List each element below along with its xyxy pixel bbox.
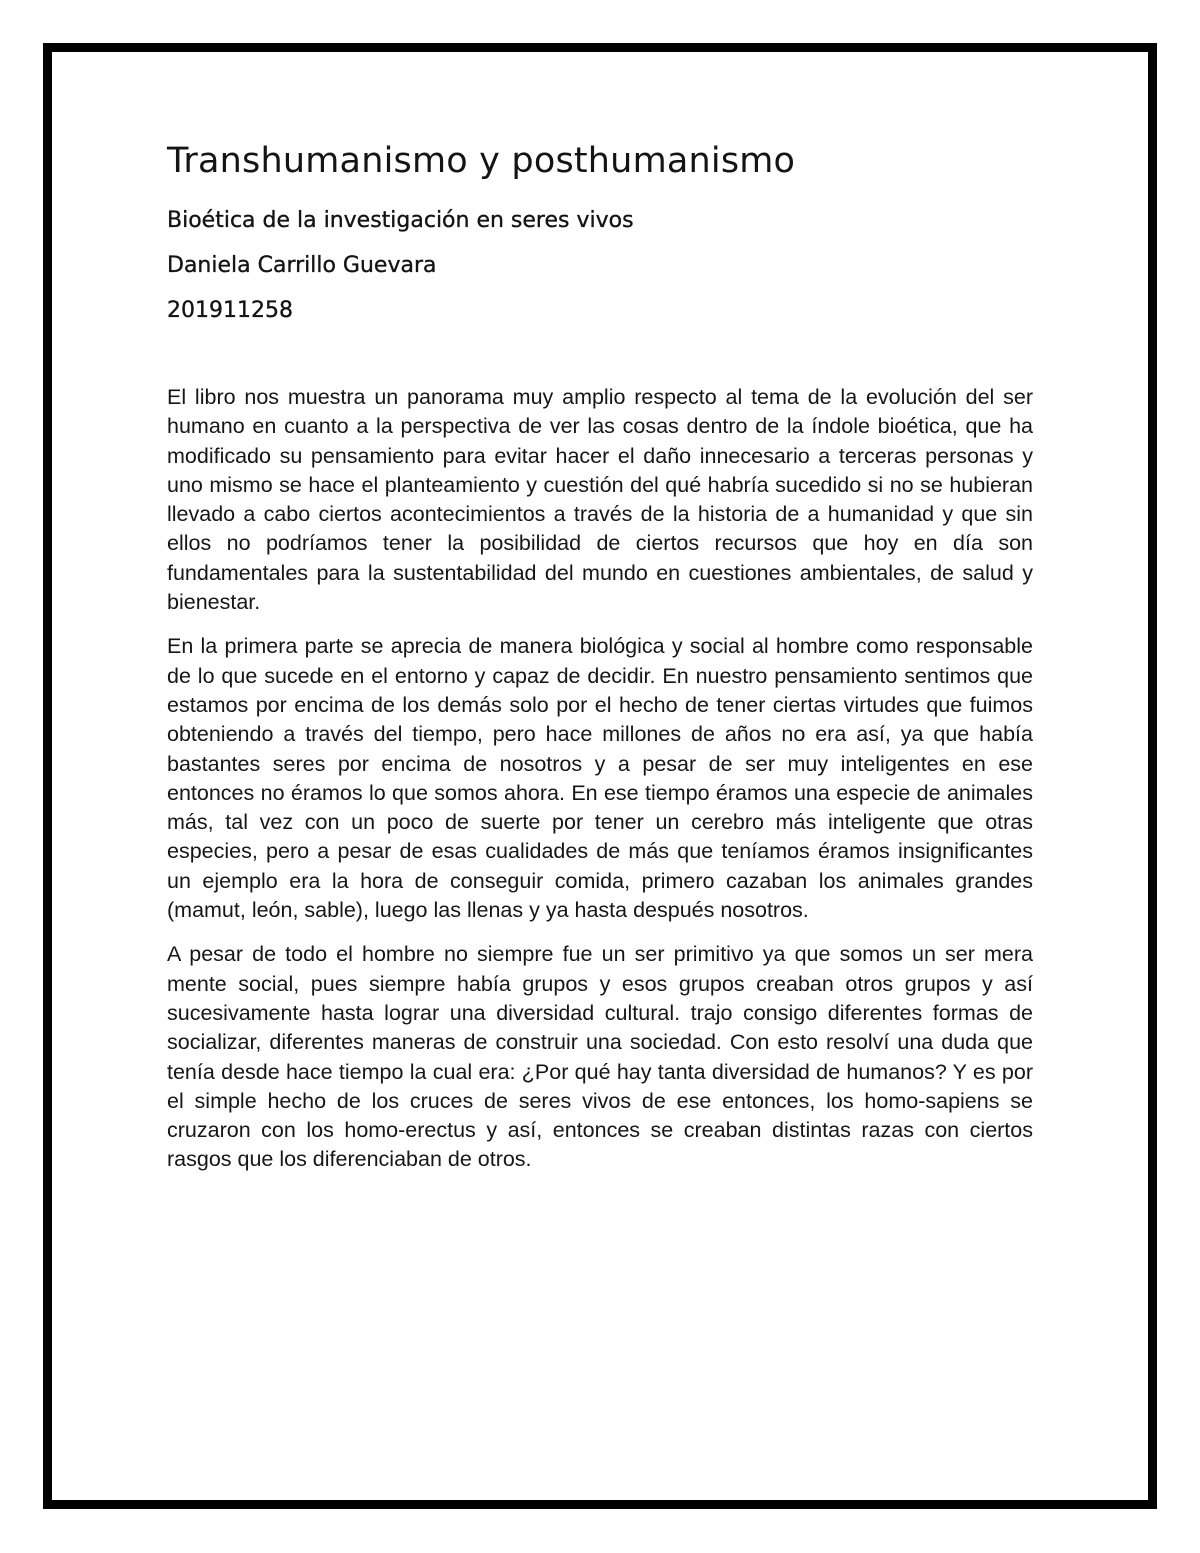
paragraph: A pesar de todo el hombre no siempre fue un ser primitivo ya que somos un ser mera mente social, pues siempre había grupos y esos grupos creaban otros grupos y así sucesivamente hasta lograr una diversidad cultural. trajo consigo diferentes formas de socializar, diferentes maneras de construir una sociedad. Con esto resolví una duda que tenía desde hace tiempo la cual era: ¿Por qué hay tanta diversidad de humanos? Y es por el simple hecho de los cruces de seres vivos de ese entonces, los homo-sapiens se cruzaron con los homo-erectus y así, entonces se creaban distintas razas con ciertos rasgos que los diferenciaban de otros.	[167, 942, 1033, 1172]
document-subject: Bioética de la investigación en seres vivos	[167, 208, 634, 233]
student-id: 201911258	[167, 298, 293, 323]
paragraph: En la primera parte se aprecia de manera biológica y social al hombre como responsable de lo que sucede en el entorno y capaz de decidir. En nuestro pensamiento sentimos que estamos por encima de los demás solo por el hecho de tener ciertas virtudes que fuimos obteniendo a través del tiempo, pero hace millones de años no era así, ya que había bastantes seres por encima de nosotros y a pesar de ser muy inteligentes en ese entonces no éramos lo que somos ahora. En ese tiempo éramos una especie de animales más, tal vez con un poco de suerte por tener un cerebro más inteligente que otras especies, pero a pesar de esas cualidades de más que teníamos éramos insignificantes un ejemplo era la hora de conseguir comida, primero cazaban los animales grandes (mamut, león, sable), luego las llenas y ya hasta después nosotros.	[167, 634, 1033, 923]
document-title: Transhumanismo y posthumanismo	[167, 141, 796, 181]
document-author: Daniela Carrillo Guevara	[167, 253, 437, 278]
document-content	[167, 140, 1033, 1190]
paragraph: El libro nos muestra un panorama muy amplio respecto al tema de la evolución del ser humano en cuanto a la perspectiva de ver las cosas dentro de la índole bioética, que ha modificado su pensamiento para evitar hacer el daño innecesario a terceras personas y uno mismo se hace el planteamiento y cuestión del qué habría sucedido si no se hubieran llevado a cabo ciertos acontecimientos a través de la historia de a humanidad y que sin ellos no podríamos tener la posibilidad de ciertos recursos que hoy en día son fundamentales para la sustentabilidad del mundo en cuestiones ambientales, de salud y bienestar.	[167, 385, 1033, 615]
